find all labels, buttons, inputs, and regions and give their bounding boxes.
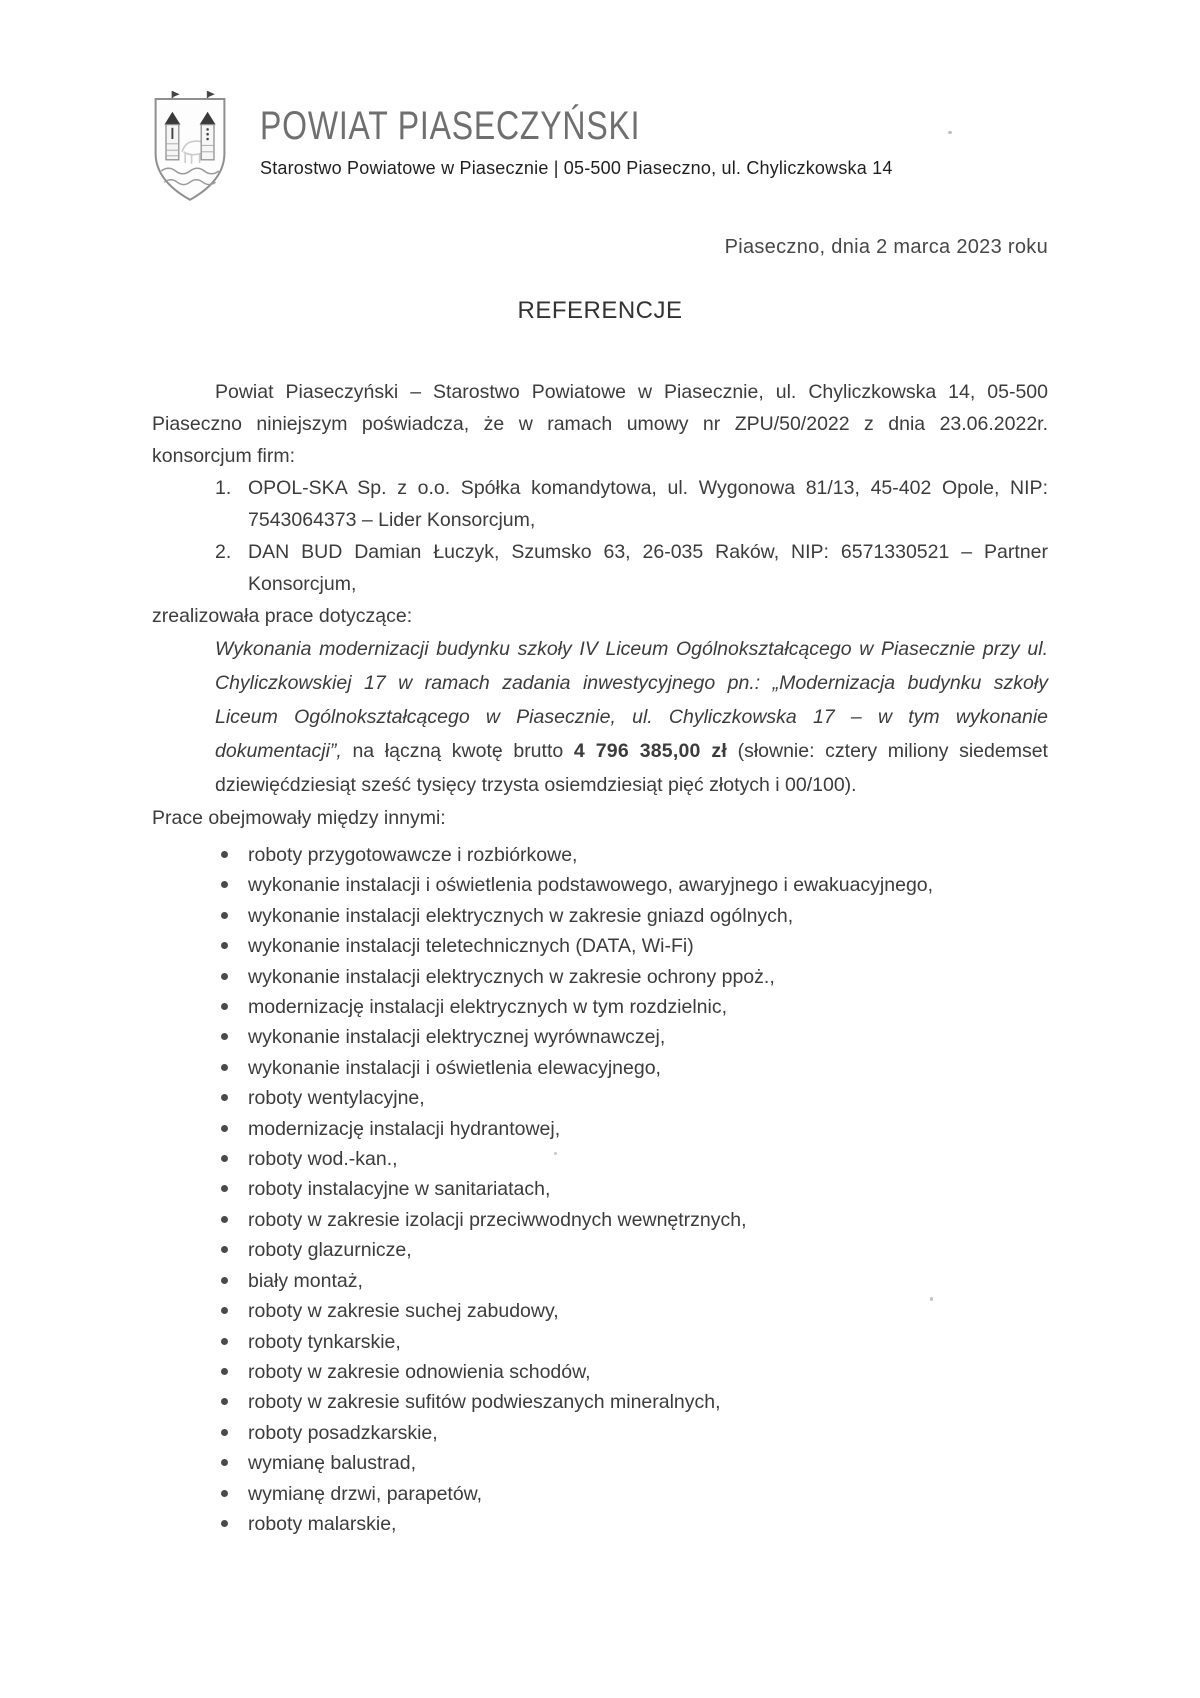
page-title: REFERENCJE — [517, 297, 683, 324]
letterhead — [150, 86, 893, 208]
work-item: wykonanie instalacji i oświetlenia podstawowego, awaryjnego i ewakuacyjnego, — [152, 870, 1048, 900]
consortium-item: OPOL-SKA Sp. z o.o. Spółka komandytowa, ul. Wygonowa 81/13, 45-402 Opole, NIP: 7543064373 – Lider Konsorcjum, — [248, 477, 1048, 531]
work-item: roboty posadzkarskie, — [152, 1418, 1048, 1448]
works-list — [152, 840, 1048, 1539]
consortium-list — [152, 472, 1048, 600]
amount-prefix: na łączną kwotę brutto — [341, 740, 574, 762]
work-item: wymianę balustrad, — [152, 1448, 1048, 1478]
works-intro: zrealizowała prace dotyczące: — [152, 605, 413, 627]
work-item: modernizację instalacji hydrantowej, — [152, 1114, 1048, 1144]
work-item: roboty wod.-kan., — [152, 1144, 1048, 1174]
coat-of-arms-icon — [150, 86, 230, 208]
work-item: roboty instalacyjne w sanitariatach, — [152, 1174, 1048, 1204]
consortium-item: DAN BUD Damian Łuczyk, Szumsko 63, 26-035 Raków, NIP: 6571330521 – Partner Konsorcjum, — [248, 541, 1048, 595]
work-item: wykonanie instalacji elektrycznych w zakresie gniazd ogólnych, — [152, 901, 1048, 931]
org-address: Starostwo Powiatowe w Piasecznie | 05-500 Piaseczno, ul. Chyliczkowska 14 — [260, 158, 893, 178]
work-item: wykonanie instalacji elektrycznych w zakresie ochrony ppoż., — [152, 962, 1048, 992]
work-item: roboty przygotowawcze i rozbiórkowe, — [152, 840, 1048, 870]
work-item: roboty tynkarskie, — [152, 1327, 1048, 1357]
org-name: POWIAT PIASECZYŃSKI — [260, 104, 641, 148]
work-item: wykonanie instalacji teletechnicznych (DATA, Wi-Fi) — [152, 931, 1048, 961]
scan-speck — [948, 131, 952, 134]
scan-speck — [554, 1152, 557, 1155]
work-item: biały montaż, — [152, 1266, 1048, 1296]
date-line: Piaseczno, dnia 2 marca 2023 roku — [724, 236, 1048, 258]
project-description-italic: Wykonania modernizacji budynku szkoły IV Liceum Ogólnokształcącego w Piasecznie przy ul. Chyliczkowskiej 17 w ramach zadania inwestycyjnego pn.: „Modernizacja budynku szkoły Liceum Ogólnokształcącego w Piasecznie, ul. Chyliczkowska 17 – w tym wykonanie dokumentacji”, — [215, 638, 1048, 762]
contract-amount: 4 796 385,00 zł — [573, 740, 727, 762]
work-item: roboty w zakresie suchej zabudowy, — [152, 1296, 1048, 1326]
work-item: roboty w zakresie odnowienia schodów, — [152, 1357, 1048, 1387]
work-item: wykonanie instalacji elektrycznej wyrównawczej, — [152, 1022, 1048, 1052]
work-item: roboty malarskie, — [152, 1509, 1048, 1539]
work-item: roboty glazurnicze, — [152, 1235, 1048, 1265]
work-item: roboty w zakresie izolacji przeciwwodnych wewnętrznych, — [152, 1205, 1048, 1235]
work-item: roboty w zakresie sufitów podwieszanych mineralnych, — [152, 1387, 1048, 1417]
letterhead-text — [260, 86, 893, 179]
work-item: roboty wentylacyjne, — [152, 1083, 1048, 1113]
work-item: wykonanie instalacji i oświetlenia elewacyjnego, — [152, 1053, 1048, 1083]
amount-suffix: (słownie: cztery miliony siedemset dziewięćdziesiąt sześć tysięcy trzysta osiemdziesiąt pięć złotych i 00/100). — [215, 740, 1048, 796]
work-item: modernizację instalacji elektrycznych w tym rozdzielnic, — [152, 992, 1048, 1022]
document-body — [152, 376, 1048, 1539]
work-item: wymianę drzwi, parapetów, — [152, 1479, 1048, 1509]
intro-paragraph: Powiat Piaseczyński – Starostwo Powiatowe w Piasecznie, ul. Chyliczkowska 14, 05-500 Piaseczno niniejszym poświadcza, że w ramach umowy nr ZPU/50/2022 z dnia 23.06.2022r. konsorcjum firm: — [152, 381, 1048, 467]
works-heading: Prace obejmowały między innymi: — [152, 807, 446, 829]
project-description — [215, 632, 1048, 802]
scan-speck — [930, 1297, 933, 1301]
